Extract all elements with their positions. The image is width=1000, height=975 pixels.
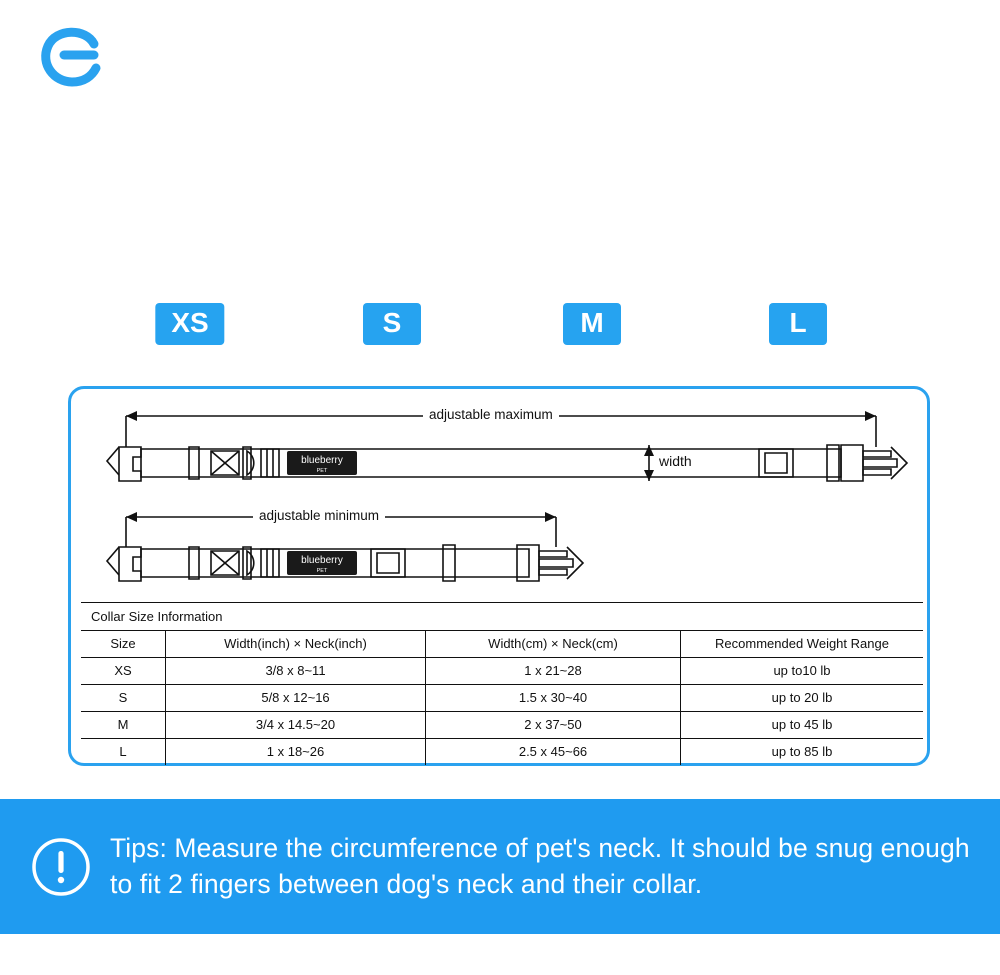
- collar-diagram-panel: [68, 386, 930, 766]
- svg-text:blueberry: blueberry: [301, 555, 343, 566]
- cell-weight: up to 45 lb: [681, 712, 924, 739]
- cell-inch: 3/4 x 14.5~20: [166, 712, 426, 739]
- dog-size-row: [120, 0, 980, 355]
- adjustable-minimum-label: adjustable minimum: [253, 508, 385, 523]
- tips-text: Tips: Measure the circumference of pet's neck. It should be snug enough to fit 2 fingers between dog's neck and their collar.: [110, 832, 970, 899]
- cell-size: S: [81, 685, 166, 712]
- cell-cm: 1.5 x 30~40: [426, 685, 681, 712]
- adjustable-maximum-label: adjustable maximum: [423, 407, 559, 422]
- collar-size-table-wrap: [81, 602, 923, 765]
- cell-cm: 1 x 21~28: [426, 658, 681, 685]
- cell-size: M: [81, 712, 166, 739]
- blueberry-pet-logo: [34, 22, 110, 98]
- exclamation-circle-icon: [30, 836, 92, 898]
- svg-text:PET: PET: [316, 568, 328, 574]
- table-row: [81, 712, 923, 739]
- cell-weight: up to 20 lb: [681, 685, 924, 712]
- cell-size: L: [81, 739, 166, 766]
- cell-size: XS: [81, 658, 166, 685]
- col-header-weight: Recommended Weight Range: [681, 631, 924, 658]
- col-header-inch: Width(inch) × Neck(inch): [166, 631, 426, 658]
- collar-size-table: [81, 631, 923, 765]
- cell-inch: 1 x 18~26: [166, 739, 426, 766]
- table-header-row: [81, 631, 923, 658]
- col-header-cm: Width(cm) × Neck(cm): [426, 631, 681, 658]
- width-label: width: [659, 453, 692, 469]
- size-badge-l: L: [769, 303, 827, 345]
- cell-inch: 3/8 x 8~11: [166, 658, 426, 685]
- table-row: [81, 685, 923, 712]
- cell-cm: 2 x 37~50: [426, 712, 681, 739]
- table-row: [81, 739, 923, 766]
- col-header-size: Size: [81, 631, 166, 658]
- cell-cm: 2.5 x 45~66: [426, 739, 681, 766]
- cell-inch: 5/8 x 12~16: [166, 685, 426, 712]
- size-badge-s: S: [363, 303, 421, 345]
- cell-weight: up to 85 lb: [681, 739, 924, 766]
- size-badge-xs: XS: [155, 303, 224, 345]
- tips-bar: [0, 799, 1000, 934]
- svg-text:PET: PET: [316, 468, 328, 474]
- cell-weight: up to10 lb: [681, 658, 924, 685]
- table-caption: Collar Size Information: [81, 602, 923, 631]
- size-badge-m: M: [563, 303, 621, 345]
- table-row: [81, 658, 923, 685]
- svg-text:blueberry: blueberry: [301, 455, 343, 466]
